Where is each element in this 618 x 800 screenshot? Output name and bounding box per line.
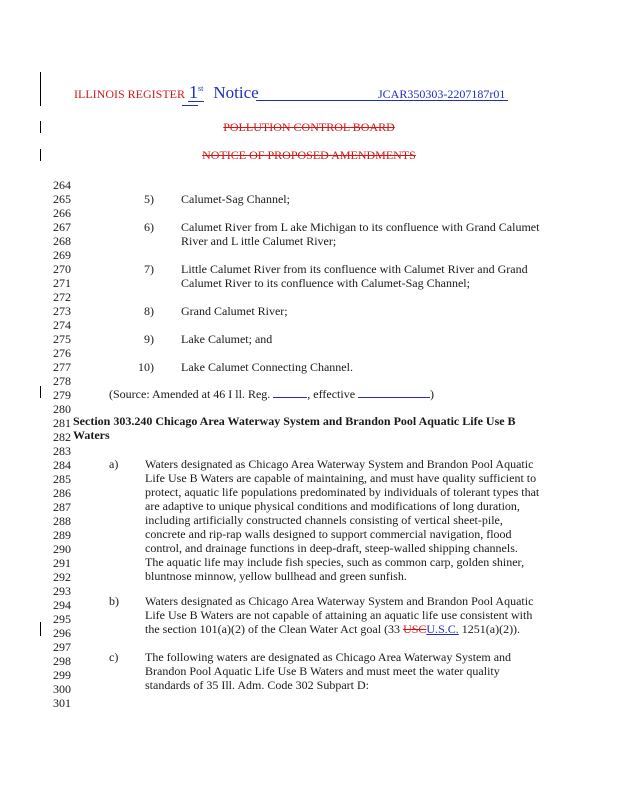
line-number: 276 xyxy=(53,346,71,360)
line-number: 285 xyxy=(53,472,71,486)
list-item-text: Calumet River from L ake Michigan to its confluence with Grand Calumet xyxy=(181,220,540,234)
line-number: 273 xyxy=(53,304,71,318)
source-note xyxy=(109,386,434,401)
para-a-label: a) xyxy=(109,457,119,471)
line-number: 278 xyxy=(53,374,71,388)
line-number: 265 xyxy=(53,192,71,206)
line-number: 267 xyxy=(53,220,71,234)
agency-title: POLLUTION CONTROL BOARD xyxy=(223,120,395,134)
paragraph-line: including artificially constructed channels consisting of vertical sheet-pile, xyxy=(145,513,503,527)
line-number: 275 xyxy=(53,332,71,346)
para-c-label: c) xyxy=(109,650,119,664)
paragraph-line: bluntnose minnow, yellow bullhead and green sunfish. xyxy=(145,569,407,583)
source-effective: , effective xyxy=(307,387,356,401)
section-heading: Section 303.240 Chicago Area Waterway System and Brandon Pool Aquatic Life Use B xyxy=(73,414,516,428)
para-b-line: Life Use B Waters are not capable of attaining an aquatic life use consistent with xyxy=(145,608,533,622)
paragraph-line: control, and drainage functions in deep-draft, steep-walled shipping channels. xyxy=(145,541,518,555)
line-number: 294 xyxy=(53,598,71,612)
paragraph-line: standards of 35 Ill. Adm. Code 302 Subpart D: xyxy=(145,678,369,692)
paragraph-line: Brandon Pool Aquatic Life Use B Waters and must meet the water quality xyxy=(145,664,500,678)
line-number: 299 xyxy=(53,668,71,682)
list-item-text: Grand Calumet River; xyxy=(181,304,288,318)
line-number: 296 xyxy=(53,626,71,640)
line-number: 300 xyxy=(53,682,71,696)
line-number: 282 xyxy=(53,430,71,444)
line-number: 280 xyxy=(53,402,71,416)
blank-volume xyxy=(273,386,307,398)
para-b-line: Waters designated as Chicago Area Waterway System and Brandon Pool Aquatic xyxy=(145,594,534,608)
list-item-text: Calumet-Sag Channel; xyxy=(181,192,290,206)
line-number: 269 xyxy=(53,248,71,262)
change-bar xyxy=(40,72,41,106)
line-number: 272 xyxy=(53,290,71,304)
list-item-number: 9) xyxy=(144,332,154,346)
line-number: 288 xyxy=(53,514,71,528)
list-item-number: 8) xyxy=(144,304,154,318)
list-item-number: 10) xyxy=(138,360,154,374)
section-heading-cont: Waters xyxy=(73,428,110,442)
inserted-text: U.S.C. xyxy=(426,622,459,636)
line-number: 301 xyxy=(53,696,71,710)
line-number: 286 xyxy=(53,486,71,500)
line-number: 279 xyxy=(53,388,71,402)
page-header xyxy=(74,82,259,103)
paragraph-line: concrete and rip-rap walls designed to support commercial navigation, flood xyxy=(145,527,512,541)
line-number: 271 xyxy=(53,276,71,290)
line-number: 292 xyxy=(53,570,71,584)
line-number: 297 xyxy=(53,640,71,654)
list-item-text: Calumet River to its confluence with Calumet-Sag Channel; xyxy=(181,276,470,290)
header-rule xyxy=(188,101,204,102)
paragraph-line: are adaptive to unique physical conditions and modifications of long duration, xyxy=(145,499,520,513)
para-b-line xyxy=(145,622,520,636)
page-number-suffix: st xyxy=(198,84,204,93)
paragraph-line: The aquatic life may include fish species, such as common carp, golden shiner, xyxy=(145,555,525,569)
line-number: 293 xyxy=(53,584,71,598)
line-number: 277 xyxy=(53,360,71,374)
document-code: JCAR350303-2207187r01 xyxy=(378,87,506,101)
paragraph-line: protect, aquatic life populations predominated by individuals of tolerant types that xyxy=(145,485,540,499)
blank-effective-date xyxy=(358,386,430,398)
line-number: 298 xyxy=(53,654,71,668)
notice-label: Notice xyxy=(213,83,259,102)
deleted-text: USC xyxy=(403,622,427,636)
paragraph-line: Waters designated as Chicago Area Waterway System and Brandon Pool Aquatic xyxy=(145,457,534,471)
list-item-text: Lake Calumet; and xyxy=(181,332,273,346)
list-item-number: 7) xyxy=(144,262,154,276)
change-bar xyxy=(40,622,41,636)
page-number: 1 xyxy=(189,82,198,102)
register-title: ILLINOIS REGISTER xyxy=(74,87,185,101)
paragraph-line: The following waters are designated as Chicago Area Waterway System and xyxy=(145,650,512,664)
paragraph-line: Life Use B Waters are capable of maintaining, and must have quality sufficient to xyxy=(145,471,537,485)
notice-title: NOTICE OF PROPOSED AMENDMENTS xyxy=(202,148,416,162)
line-number: 291 xyxy=(53,556,71,570)
line-number: 270 xyxy=(53,262,71,276)
line-number: 289 xyxy=(53,528,71,542)
list-item-number: 6) xyxy=(144,220,154,234)
header-rule xyxy=(182,105,198,106)
line-number: 287 xyxy=(53,500,71,514)
list-item-number: 5) xyxy=(144,192,154,206)
line-number: 274 xyxy=(53,318,71,332)
line-number: 295 xyxy=(53,612,71,626)
line-number: 266 xyxy=(53,206,71,220)
line-number: 290 xyxy=(53,542,71,556)
line-number: 283 xyxy=(53,444,71,458)
source-prefix: (Source: Amended at 46 I ll. Reg. xyxy=(109,387,271,401)
change-bar xyxy=(40,386,41,398)
para-b-text: the section 101(a)(2) of the Clean Water Act goal (33 xyxy=(145,622,404,636)
line-number: 264 xyxy=(53,178,71,192)
line-number: 284 xyxy=(53,458,71,472)
list-item-text: Little Calumet River from its confluence with Calumet River and Grand xyxy=(181,262,528,276)
line-number: 281 xyxy=(53,416,71,430)
list-item-text: Lake Calumet Connecting Channel. xyxy=(181,360,353,374)
para-b-label: b) xyxy=(109,594,119,608)
source-close: ) xyxy=(430,387,435,401)
list-item-text: River and L ittle Calumet River; xyxy=(181,234,337,248)
line-number: 268 xyxy=(53,234,71,248)
para-b-text: 1251(a)(2)). xyxy=(458,622,521,636)
